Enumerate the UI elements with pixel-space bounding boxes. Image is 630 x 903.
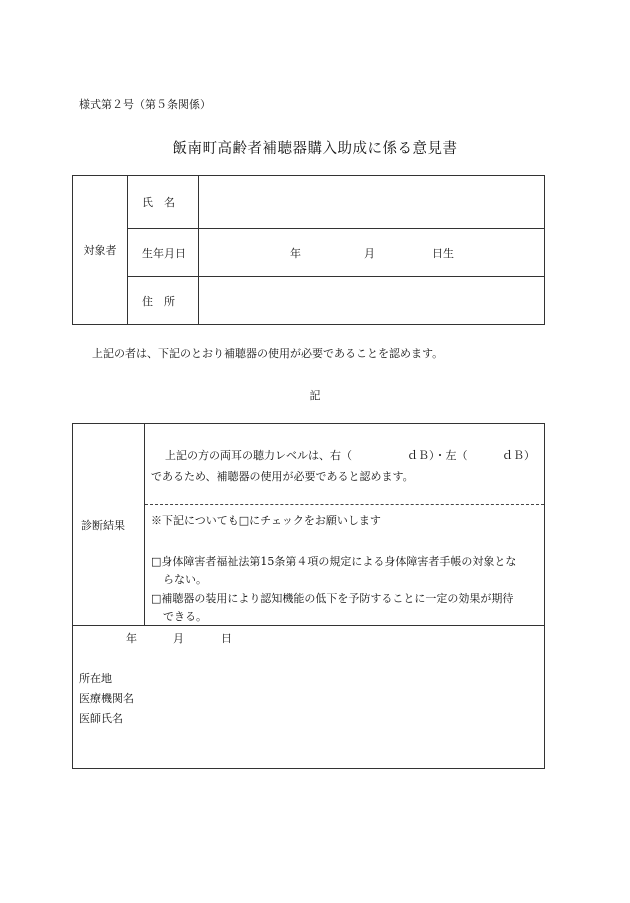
birth-year-label: 年: [290, 247, 301, 260]
subject-table: [72, 175, 545, 325]
ki-heading: 記: [309, 389, 321, 402]
birthdate-field[interactable]: [199, 229, 545, 277]
doctor-label: 医師氏名: [79, 712, 123, 725]
hearing-level-text-2: であるため、補聴器の使用が必要であると認めます。: [151, 470, 414, 483]
sig-day-label: 日: [221, 632, 232, 645]
institution-label: 医療機関名: [79, 692, 134, 705]
address-label: 住 所: [128, 277, 199, 325]
diagnosis-table: [72, 423, 545, 769]
sig-year-label: 年: [126, 632, 137, 645]
name-field[interactable]: [199, 176, 545, 229]
checkbox-item-1-line2: らない。: [163, 573, 207, 586]
signature-block: [73, 626, 545, 769]
name-label: 氏 名: [128, 176, 199, 229]
hearing-level-text: 上記の方の両耳の聴力レベルは、右（: [165, 449, 352, 462]
hearing-level-section: [151, 424, 537, 504]
declaration-text: 上記の者は、下記のとおり補聴器の使用が必要であることを認めます。: [92, 347, 444, 360]
birth-day-label: 日生: [432, 247, 454, 260]
checkbox-item-1-line1: □身体障害者福祉法第15条第４項の規定による身体障害者手帳の対象とな: [151, 555, 517, 568]
address-field[interactable]: [199, 277, 545, 325]
checkbox-item-2-line2: できる。: [163, 610, 207, 623]
birth-month-label: 月: [364, 247, 375, 260]
form-number: 様式第２号（第５条関係）: [79, 98, 211, 111]
birthdate-label: 生年月日: [128, 229, 199, 277]
diagnosis-content: [145, 424, 545, 626]
checklist-section: [151, 505, 537, 625]
subject-label: 対象者: [73, 176, 128, 325]
sig-month-label: 月: [173, 632, 184, 645]
check-note: ※下記についても□にチェックをお願いします: [151, 514, 381, 527]
checkbox-item-2[interactable]: [151, 590, 544, 626]
document-title: 飯南町高齢者補聴器購入助成に係る意見書: [172, 141, 458, 157]
checkbox-item-1[interactable]: [151, 553, 544, 589]
checkbox-item-2-line1: □補聴器の装用により認知機能の低下を予防することに一定の効果が期待: [151, 592, 514, 605]
db-right-field[interactable]: ｄＢ）・左（: [407, 449, 468, 462]
db-left-field[interactable]: ｄＢ）: [502, 449, 535, 462]
location-label: 所在地: [79, 672, 112, 685]
diagnosis-label: 診断結果: [73, 424, 145, 626]
